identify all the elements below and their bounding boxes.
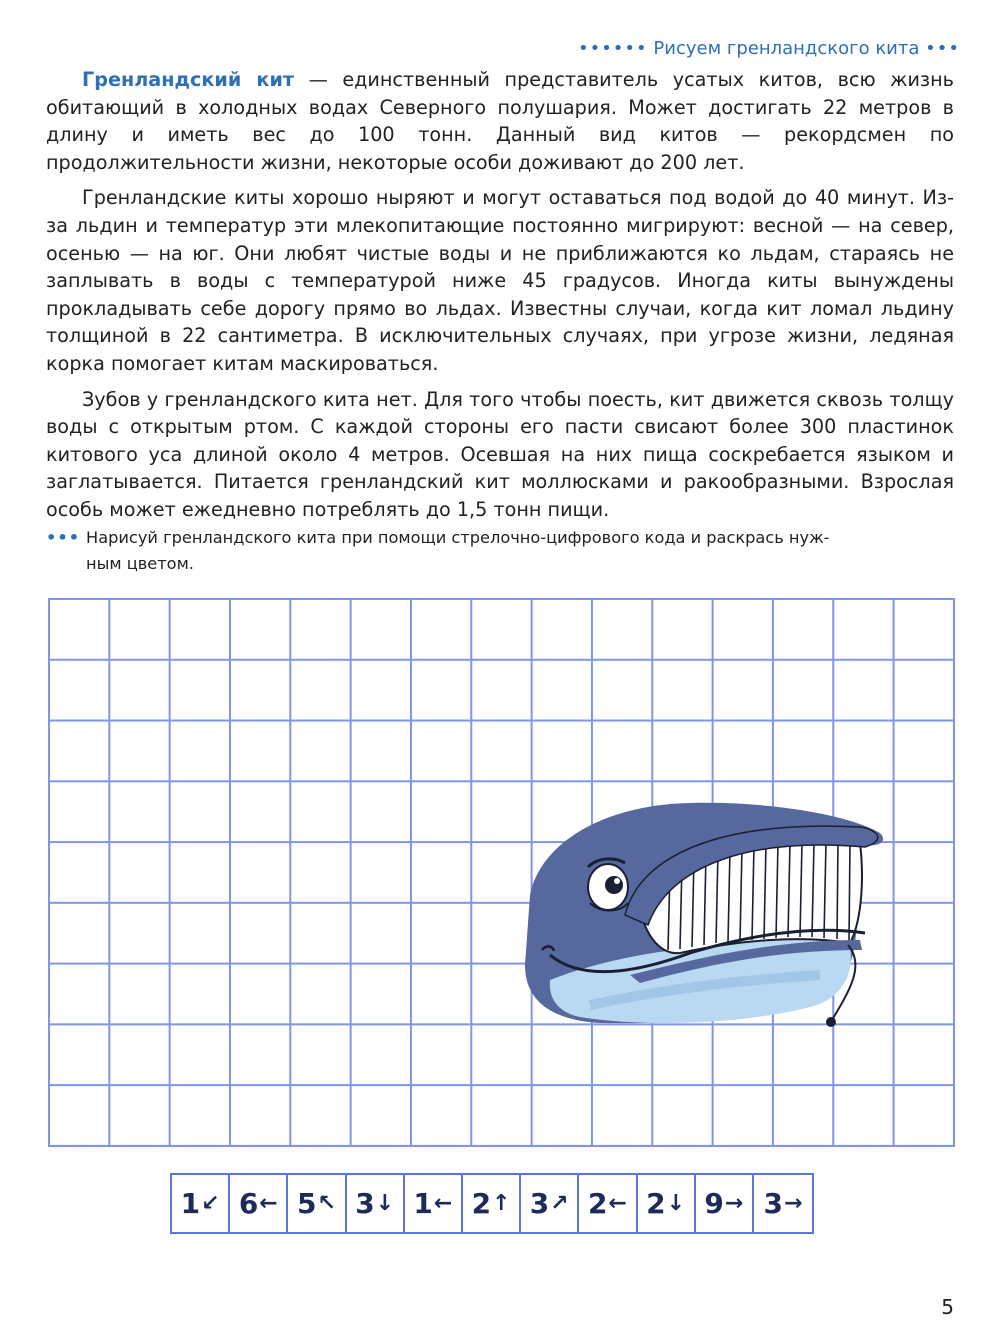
page-number: 5 [941,1295,954,1319]
paragraph-1-body: — единственный представитель усатых китов, всю жизнь обитающий в холодных водах Северного полушария. Может достигать 22 метров в длину и иметь вес до 100 тонн. Данный вид китов — рекордсмен по продолжительности жизни, некоторые особи доживают до 200 лет. [46,68,954,174]
code-cell [696,1175,754,1232]
code-cell [521,1175,579,1232]
code-cell [579,1175,637,1232]
code-arrow-icon: ← [608,1191,627,1216]
code-cell [463,1175,521,1232]
header-dots-left: •••••• [577,38,648,59]
code-arrow-icon: ↙ [201,1191,220,1216]
paragraph-2: Гренландские киты хорошо ныряют и могут оставаться под водой до 40 минут. Из-за льдин и температур эти млекопитающие постоянно мигрируют: весной — на север, осенью — на юг. Они любят чистые воды и не приближаются ко льдам, стараясь не заплывать в воды с температурой ниже 45 градусов. Иногда киты вынуждены прокладывать себе дорогу прямо во льдах. Известны случаи, когда кит ломал льдину толщиной в 22 сантиметра. В исключительных случаях, при угрозе жизни, ледяная корка помогает китам маскироваться. [46,186,954,375]
code-cell [288,1175,346,1232]
code-step-count: 2 [646,1187,666,1220]
code-step-count: 2 [587,1187,608,1220]
code-arrow-icon: ↑ [492,1191,511,1216]
code-step-count: 1 [413,1187,433,1220]
header-dots-right: ••• [925,38,960,59]
code-step-count: 2 [471,1187,492,1220]
code-cell [172,1175,230,1232]
code-arrow-icon: ↓ [666,1191,686,1216]
code-step-count: 3 [355,1187,375,1220]
code-arrow-icon: → [783,1191,803,1216]
code-step-count: 3 [763,1187,783,1220]
code-step-count: 9 [704,1187,724,1220]
article-text [46,66,954,532]
code-arrow-icon: → [724,1191,744,1216]
task-line-2: ным цветом. [86,554,194,573]
whale-pupil [605,876,623,894]
code-step-count: 1 [180,1187,201,1220]
code-step-count: 6 [238,1187,259,1220]
paragraph-1 [46,66,954,176]
code-cell [347,1175,405,1232]
code-arrow-icon: ← [259,1191,278,1216]
code-arrow-icon: ↓ [375,1191,395,1216]
code-arrow-icon: ↖ [317,1191,336,1216]
code-step-count: 5 [297,1187,317,1220]
task-instruction [46,525,926,577]
code-cell [405,1175,463,1232]
task-line-1 [46,525,926,551]
whale-illustration [520,775,890,1037]
code-arrow-icon: ← [433,1191,453,1216]
code-cell [638,1175,696,1232]
task-text-1: Нарисуй гренландского кита при помощи стрелочно-цифрового кода и раскрась нуж- [86,528,830,547]
term-highlight: Гренландский кит [82,68,295,91]
code-step-count: 3 [529,1187,550,1220]
paragraph-3: Зубов у гренландского кита нет. Для того чтобы поесть, кит движется сквозь толщу воды с открытым ртом. С каждой стороны его пасти свисают более 300 пластинок китового уса длиной около 4 метров. Осевшая на них пища соскребается языком и заглатывается. Питается гренландский кит моллюсками и ракообразными. Взрослая особь может ежедневно потреблять до 1,5 тонн пищи. [46,387,954,521]
code-arrow-icon: ↗ [550,1191,569,1216]
header-title: Рисуем гренландского кита [653,38,920,59]
task-bullets: ••• [46,528,81,547]
arrow-code-strip [170,1173,814,1234]
code-cell [754,1175,812,1232]
code-cell [230,1175,288,1232]
running-header [578,38,960,59]
drawing-start-dot [826,1017,836,1027]
